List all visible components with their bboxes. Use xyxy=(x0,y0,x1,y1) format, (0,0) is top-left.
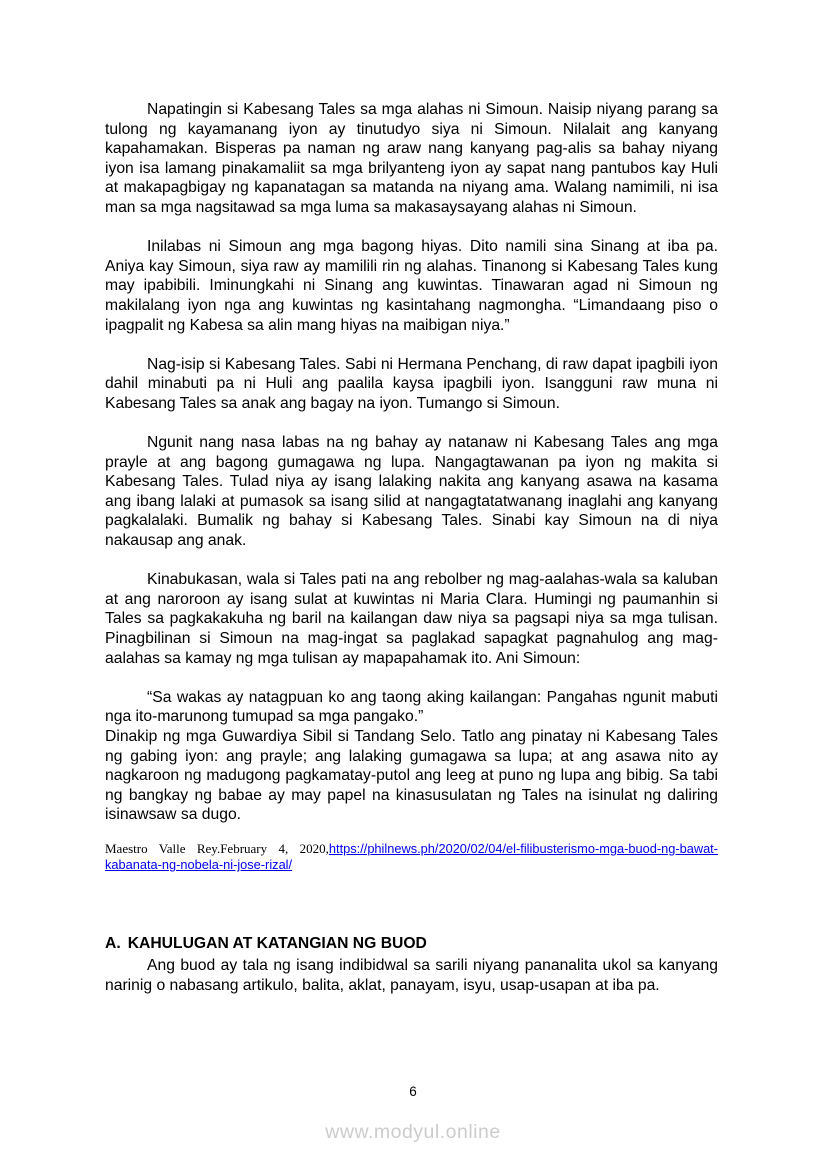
paragraph-dinakip: Dinakip ng mga Guwardiya Sibil si Tandang Selo. Tatlo ang pinatay ni Kabesang Tales ng gabing iyon: ang prayle; ang lalaking gumagawa sa lupa; at ang asawa nito ay nagkaroon ng madugong pagkamatay-putol ang leeg at puno ng lupa ang bibig. Sa tabi ng bangkay ng babae ay may papel na kinasusulatan ng Tales na isinulat ng daliring isinawsaw sa dugo. xyxy=(105,728,718,824)
page-number: 6 xyxy=(409,1084,417,1099)
section-heading-text: KAHULUGAN AT KATANGIAN NG BUOD xyxy=(127,934,427,952)
paragraph-inilabas: Inilabas ni Simoun ang mga bagong hiyas. Dito namili sina Sinang at iba pa. Aniya kay Simoun, siya raw ay mamilili rin ng alahas. Tinanong si Kabesang Tales kung may ipabibili. Iminungkahi ni Sinang ang kuwintas. Tinawaran agad ni Simoun ng makilalang iyon nga ang kuwintas ng kasintahang nagmongha. “Limandaang piso o ipagpalit ng Kabesa sa alin mang hiyas na maibigan niya.” xyxy=(105,238,718,334)
section-body-paragraph: Ang buod ay tala ng isang indibidwal sa sarili niyang pananalita ukol sa kanyang narinig o nabasang artikulo, balita, aklat, panayam, isyu, usap-usapan at iba pa. xyxy=(105,956,718,994)
page-content xyxy=(105,100,718,995)
paragraph-kinabukasan: Kinabukasan, wala si Tales pati na ang rebolber ng mag-aalahas-wala sa kaluban at ang naroroon ay isang sulat at kuwintas ni Maria Clara. Humingi ng paumanhin si Tales sa pagkakakuha ng baril na kailangan daw niya sa pagsapi niya sa mga tulisan. Pinagbilinan si Simoun na mag-ingat sa paglakad sapagkat pagnahulog ang mag-aalahas sa kamay ng mga tulisan ay mapapahamak ito. Ani Simoun: xyxy=(105,571,718,667)
section-kahulugan xyxy=(105,934,718,995)
paragraph-napatingin: Napatingin si Kabesang Tales sa mga alahas ni Simoun. Naisip niyang parang sa tulong ng kayamanang iyon ay tinutudyo siya ni Simoun. Nilalait ang kanyang kapahamakan. Bisperas pa naman ng araw nang kanyang pag-alis sa bahay niyang iyon isa lamang pinakamaliit sa mga brilyanteng iyon ay sapat nang pantubos kay Huli at makapagbigay ng kapanatagan sa matanda na niyang ama. Walang namimili, ni isa man sa mga nagsitawad sa mga luma sa makasaysayang alahas ni Simoun. xyxy=(105,101,718,216)
citation-author-date: Maestro Valle Rey.February 4, 2020, xyxy=(105,840,329,856)
paragraph-quote-sa-wakas: “Sa wakas ay natagpuan ko ang taong aking kailangan: Pangahas ngunit mabuti nga ito-marunong tumupad sa mga pangako.” xyxy=(105,688,718,726)
section-heading xyxy=(105,934,718,954)
paragraph-ngunit: Ngunit nang nasa labas na ng bahay ay natanaw ni Kabesang Tales ang mga prayle at ang bagong gumagawa ng lupa. Nangagtawanan pa iyon ng makita si Kabesang Tales. Tulad niya ay isang lalaking nakita ang kanyang asawa na kasama ang ibang lalaki at pumasok sa isang silid at nangagtatatwanang inaglahi ang kanyang pagkalalaki. Bumalik ng bahay si Kabesang Tales. Sinabi kay Simoun na di niya nakausap ang anak. xyxy=(105,434,718,550)
paragraph-nag-isip: Nag-isip si Kabesang Tales. Sabi ni Hermana Penchang, di raw dapat ipagbili iyon dahil minabuti pa ni Huli ang paalila kaysa ipagbili iyon. Isangguni raw muna ni Kabesang Tales sa anak ang bagay na iyon. Tumango si Simoun. xyxy=(105,355,718,412)
citation xyxy=(105,841,718,874)
citation-link[interactable]: https://philnews.ph/2020/02/04/el-filibusterismo-mga-buod-ng-bawat-kabanata-ng-nobela-ni-jose-rizal/ xyxy=(105,840,718,873)
section-heading-label: A. xyxy=(105,934,121,952)
watermark: www.modyul.online xyxy=(325,1121,501,1143)
